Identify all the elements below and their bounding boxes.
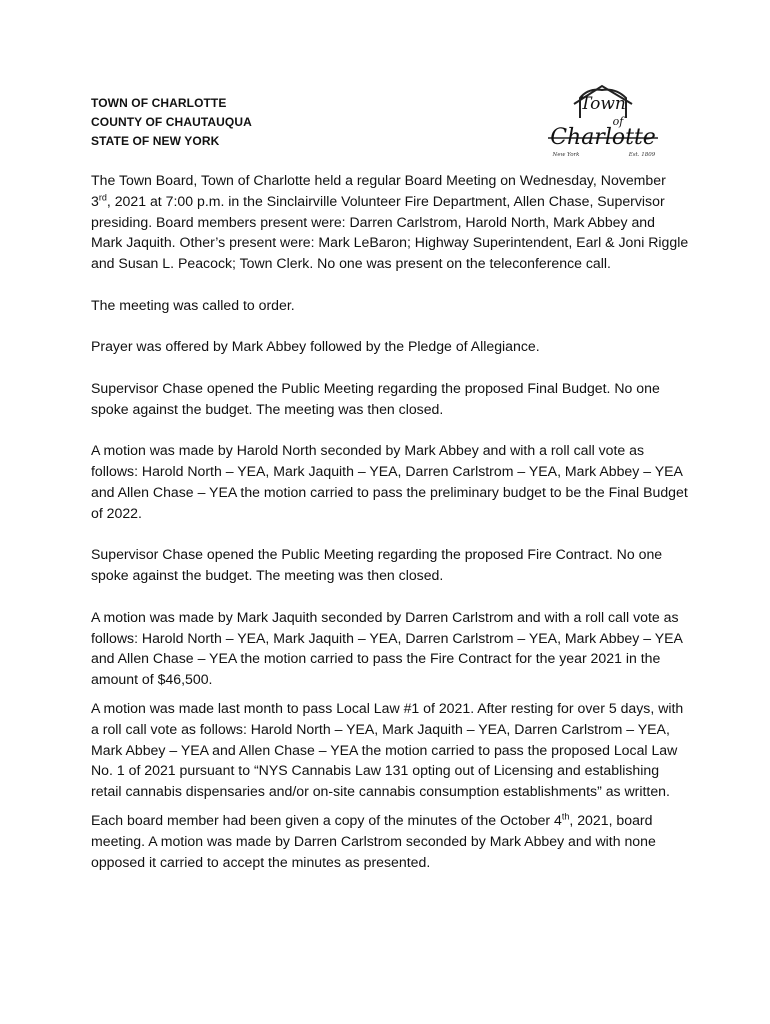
header-county: COUNTY OF CHAUTAUQUA bbox=[91, 115, 252, 129]
paragraph-fire-contract-hearing: Supervisor Chase opened the Public Meeting regarding the proposed Fire Contract. No one spoke against the budget. The meeting was then closed. bbox=[91, 546, 663, 584]
header-town: TOWN OF CHARLOTTE bbox=[91, 96, 227, 110]
paragraph-minutes-text-a: Each board member had been given a copy of the minutes of the October 4 bbox=[91, 811, 562, 828]
minutes-body bbox=[91, 170, 689, 872]
logo-charlotte-text: Charlotte bbox=[550, 125, 656, 150]
logo-of-text: of bbox=[612, 115, 624, 128]
paragraph-opening bbox=[91, 170, 689, 274]
paragraph-minutes-approval bbox=[91, 810, 689, 872]
paragraph-budget-motion: A motion was made by Harold North seconded by Mark Abbey and with a roll call vote as follows: Harold North – YEA, Mark Jaquith – YEA, Darren Carlstrom – YEA, Mark Abbey – YEA and Allen Chase – YEA the motion carried to pass the preliminary budget to be the Final Budget of 2022. bbox=[91, 442, 688, 521]
paragraph-opening-text-a: The Town Board, Town of Charlotte held a regular Board Meeting on Wednesday, November 3 bbox=[91, 172, 666, 209]
logo-town-text: Town bbox=[580, 94, 626, 114]
paragraph-opening-text-b: , 2021 at 7:00 p.m. in the Sinclairville Volunteer Fire Department, Allen Chase, Supervisor presiding. Board members present were: Darren Carlstrom, Harold North, Mark Abbey and Mark Jaquith. Other’s present were: Mark LeBaron; Highway Superintendent, Earl & Joni Riggle and Susan L. Peacock; Town Clerk. No one was present on the teleconference call. bbox=[91, 192, 689, 272]
paragraph-local-law-motion: A motion was made last month to pass Local Law #1 of 2021. After resting for over 5 days, with a roll call vote as follows: Harold North – YEA, Mark Jaquith – YEA, Darren Carlstrom – YEA, Mark Abbey – YEA and Allen Chase – YEA the motion carried to pass the proposed Local Law No. 1 of 2021 pursuant to “NYS Cannabis Law 131 opting out of Licensing and establishing retail cannabis dispensaries and/or on-site cannabis consumption establishments” as written. bbox=[91, 699, 684, 800]
paragraph-prayer: Prayer was offered by Mark Abbey followed by the Pledge of Allegiance. bbox=[91, 338, 540, 355]
paragraph-call-to-order: The meeting was called to order. bbox=[91, 296, 295, 313]
logo-right-caption: Est. 1809 bbox=[628, 152, 656, 158]
header-state: STATE OF NEW YORK bbox=[91, 134, 220, 148]
letterhead bbox=[91, 94, 252, 151]
paragraph-fire-contract-motion: A motion was made by Mark Jaquith seconded by Darren Carlstrom and with a roll call vote as follows: Harold North – YEA, Mark Jaquith – YEA, Darren Carlstrom – YEA, Mark Abbey – YEA and Allen Chase – YEA the motion carried to pass the Fire Contract for the year 2021 in the amount of $46,500. bbox=[91, 608, 683, 688]
logo-left-caption: New York bbox=[552, 152, 580, 158]
ordinal-suffix: th bbox=[561, 811, 570, 822]
ordinal-suffix: rd bbox=[98, 192, 107, 203]
paragraph-budget-hearing: Supervisor Chase opened the Public Meeting regarding the proposed Final Budget. No one spoke against the budget. The meeting was then closed. bbox=[91, 379, 660, 417]
town-of-charlotte-logo bbox=[544, 82, 662, 160]
paragraph-minutes-text-b: , 2021, board meeting. A motion was made by Darren Carlstrom seconded by Mark Abbey and with none opposed it carried to accept the minutes as presented. bbox=[91, 811, 656, 870]
